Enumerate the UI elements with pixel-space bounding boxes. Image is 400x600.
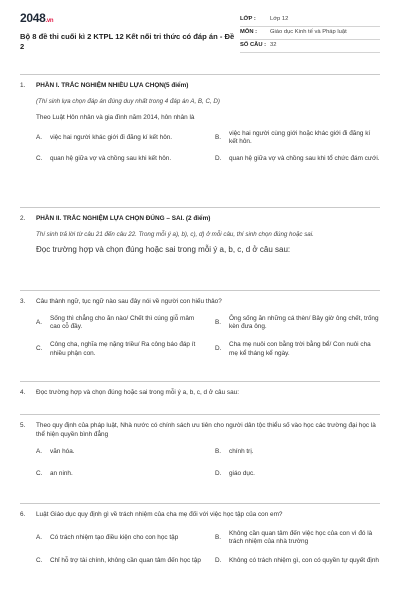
document-header xyxy=(20,0,380,64)
option-letter: D. xyxy=(215,154,222,162)
meta-value: Lớp 12 xyxy=(270,16,289,23)
option-letter: A. xyxy=(36,318,43,326)
options-grid xyxy=(36,530,380,566)
logo-tld: .vn xyxy=(45,18,54,24)
divider xyxy=(20,503,380,504)
option-c[interactable] xyxy=(36,557,201,566)
meta-label: LỚP : xyxy=(240,16,256,23)
question-3 xyxy=(20,298,380,358)
question-4-block xyxy=(20,381,380,398)
divider xyxy=(20,381,380,382)
option-c[interactable] xyxy=(36,155,201,164)
question-text: Đọc trường hợp và chọn đúng hoặc sai trong mỗi ý a, b, c, d ở câu sau: xyxy=(36,389,239,396)
option-a[interactable] xyxy=(36,130,201,147)
option-b[interactable] xyxy=(215,530,380,547)
option-text: quan hệ giữa vợ và chồng sau khi tổ chức đám cưới. xyxy=(229,154,380,162)
question-1-block xyxy=(20,74,380,164)
option-d[interactable] xyxy=(215,557,380,566)
options-grid xyxy=(36,130,380,164)
option-a[interactable] xyxy=(36,448,201,457)
divider xyxy=(20,74,380,75)
question-2-block xyxy=(20,207,380,256)
option-text: an ninh. xyxy=(50,469,73,477)
divider xyxy=(20,207,380,208)
option-letter: B. xyxy=(215,448,222,456)
options-grid xyxy=(36,448,380,478)
option-text: Không có trách nhiệm gì, con có quyền tự quyết định xyxy=(229,556,379,564)
meta-table xyxy=(240,10,380,64)
header-left xyxy=(20,10,235,64)
question-number: 3. xyxy=(20,298,26,305)
option-c[interactable] xyxy=(36,341,201,358)
question-2 xyxy=(20,215,380,256)
option-letter: B. xyxy=(215,533,222,541)
option-c[interactable] xyxy=(36,470,201,479)
question-text: Theo quy định của pháp luật, Nhà nước có chính sách ưu tiên cho người dân tộc thiểu số vào học các trường đại học là thể hiện quyền bình đẳng xyxy=(36,422,376,438)
option-text: Có trách nhiệm tạo điều kiện cho con học tập xyxy=(50,533,179,541)
option-d[interactable] xyxy=(215,470,380,479)
question-1 xyxy=(20,82,380,164)
question-text: Luật Giáo dục quy định gì về trách nhiệm của cha mẹ đối với việc học tập của con em? xyxy=(36,511,283,518)
question-4 xyxy=(20,389,380,398)
question-number: 2. xyxy=(20,215,26,222)
question-6-block xyxy=(20,503,380,566)
option-text: Công cha, nghĩa mẹ nặng triều/ Ra công báo đáp ít nhiều phận con. xyxy=(50,340,196,357)
logo-main: 2048 xyxy=(20,11,46,25)
option-text: chính trị. xyxy=(229,448,254,456)
option-d[interactable] xyxy=(215,341,380,358)
meta-label: SỐ CÂU : xyxy=(240,42,267,49)
option-b[interactable] xyxy=(215,448,380,457)
option-d[interactable] xyxy=(215,155,380,164)
option-letter: D. xyxy=(215,556,222,564)
divider xyxy=(20,290,380,291)
question-3-block xyxy=(20,290,380,358)
option-a[interactable] xyxy=(36,530,201,547)
meta-row-count xyxy=(240,40,380,53)
meta-value: 32 xyxy=(270,42,277,49)
question-5-block xyxy=(20,414,380,479)
question-stem: Theo Luật Hôn nhân và gia đình năm 2014, hôn nhân là xyxy=(36,114,195,121)
option-text: việc hai người cùng giới hoặc khác giới đi đăng kí kết hôn. xyxy=(229,129,371,146)
question-number: 1. xyxy=(20,82,26,89)
question-text: PHẦN I. TRẮC NGHIỆM NHIỀU LỰA CHỌN(5 điểm) xyxy=(36,82,189,89)
option-letter: A. xyxy=(36,533,43,541)
question-stem: Đọc trường hợp và chọn đúng hoặc sai trong mỗi ý a, b, c, d ở câu sau: xyxy=(36,245,291,254)
option-text: Không cần quan tâm đến việc học của con vì đó là trách nhiệm của nhà trường xyxy=(229,529,373,546)
question-number: 4. xyxy=(20,389,26,396)
question-5 xyxy=(20,422,380,479)
option-letter: C. xyxy=(36,345,43,353)
option-letter: C. xyxy=(36,556,43,564)
option-text: văn hóa. xyxy=(50,448,75,456)
option-letter: A. xyxy=(36,448,43,456)
instruction-note: Thí sinh trả lời từ câu 21 đến câu 22. Trong mỗi ý a), b), c), d) ở mỗi câu, thí sinh chọn đúng hoặc sai. xyxy=(36,230,314,238)
divider xyxy=(20,414,380,415)
option-letter: D. xyxy=(215,345,222,353)
question-number: 5. xyxy=(20,422,26,429)
option-a[interactable] xyxy=(36,315,201,332)
site-logo[interactable] xyxy=(20,10,235,26)
option-text: quan hệ giữa vợ và chồng sau khi kết hôn. xyxy=(50,154,172,162)
meta-value: Giáo dục Kinh tế và Pháp luật xyxy=(270,29,347,36)
option-b[interactable] xyxy=(215,315,380,332)
option-text: việc hai người khác giới đi đăng kí kết hôn. xyxy=(50,133,173,141)
option-letter: A. xyxy=(36,133,43,141)
option-letter: C. xyxy=(36,154,43,162)
page-title: Bộ 8 đề thi cuối kì 2 KTPL 12 Kết nối tri thức có đáp án - Đề 2 xyxy=(20,32,235,52)
option-letter: D. xyxy=(215,469,222,477)
option-letter: B. xyxy=(215,133,222,141)
question-text: PHẦN II. TRẮC NGHIỆM LỰA CHỌN ĐÚNG – SAI. (2 điểm) xyxy=(36,215,211,222)
question-6 xyxy=(20,511,380,566)
option-text: Ông sống ăn những cá thèn/ Bây giờ ông chết, trống kèn đưa ông. xyxy=(229,314,379,331)
option-text: Chỉ hỗ trợ tài chính, không cần quan tâm đến học tập xyxy=(50,556,201,564)
question-text: Câu thành ngữ, tục ngữ nào sau đây nói về người con hiếu thảo? xyxy=(36,298,222,305)
option-text: Cha mẹ nuôi con bằng trời bằng bể/ Con nuôi cha mẹ kể tháng kể ngày. xyxy=(229,340,371,357)
option-letter: B. xyxy=(215,318,222,326)
meta-row-subject xyxy=(240,27,380,40)
option-b[interactable] xyxy=(215,130,380,147)
question-number: 6. xyxy=(20,511,26,518)
option-letter: C. xyxy=(36,469,43,477)
instruction-note: (Thí sinh lựa chọn đáp án đúng duy nhất trong 4 đáp án A, B, C, D) xyxy=(36,97,220,105)
option-text: Sống thì chẳng cho ăn nào/ Chết thì cúng giỗ mâm cao cỗ đầy. xyxy=(50,314,195,331)
option-text: giáo dục. xyxy=(229,469,255,477)
meta-label: MÔN : xyxy=(240,29,258,36)
meta-row-grade xyxy=(240,14,380,27)
options-grid xyxy=(36,315,380,359)
